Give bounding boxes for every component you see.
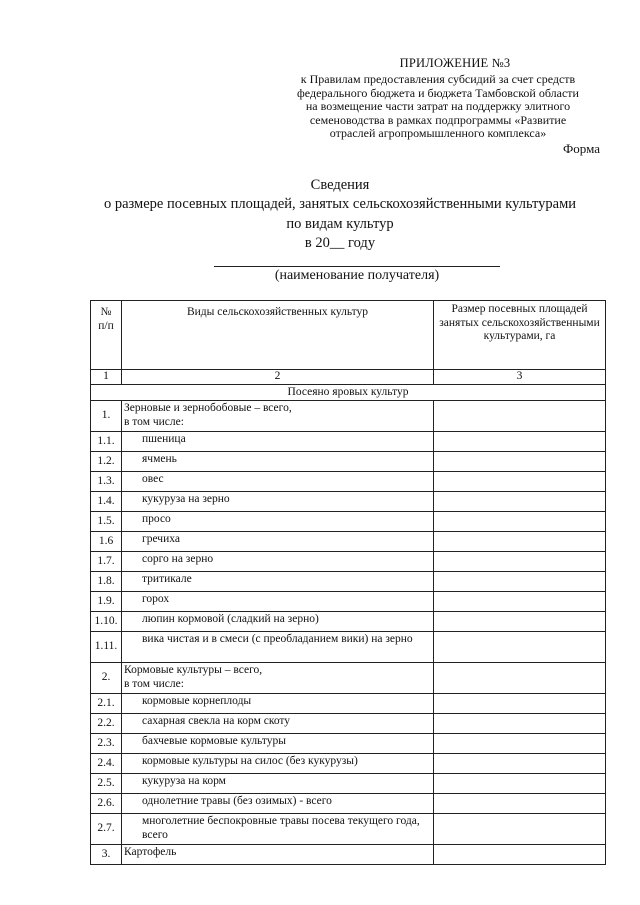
crop-name: ячмень bbox=[122, 452, 434, 472]
row-number: 1.5. bbox=[91, 512, 122, 532]
crop-name: кормовые культуры на силос (без кукурузы) bbox=[122, 754, 434, 774]
row-number: 2.2. bbox=[91, 714, 122, 734]
row-number: 3. bbox=[91, 845, 122, 865]
crop-name: овес bbox=[122, 472, 434, 492]
crop-name: вика чистая и в смеси (с преобладанием вики) на зерно bbox=[122, 632, 434, 663]
row-number: 2.4. bbox=[91, 754, 122, 774]
table-row bbox=[91, 794, 606, 814]
recipient-caption: (наименование получателя) bbox=[274, 268, 440, 283]
document-subtitle: о размере посевных площадей, занятых сельскохозяйственными культурами bbox=[103, 196, 577, 212]
crop-name: кукуруза на корм bbox=[122, 774, 434, 794]
table-row bbox=[91, 774, 606, 794]
col-header-number bbox=[91, 301, 122, 370]
area-input-cell[interactable] bbox=[434, 794, 606, 814]
area-input-cell[interactable] bbox=[434, 592, 606, 612]
area-input-cell[interactable] bbox=[434, 694, 606, 714]
document-subtitle-2: по видам культур bbox=[286, 216, 394, 232]
table-row bbox=[91, 845, 606, 865]
table-row bbox=[91, 814, 606, 845]
area-input-cell[interactable] bbox=[434, 632, 606, 663]
row-number: 1.7. bbox=[91, 552, 122, 572]
crop-name: сорго на зерно bbox=[122, 552, 434, 572]
table-row bbox=[91, 734, 606, 754]
area-input-cell[interactable] bbox=[434, 774, 606, 794]
crop-name: Картофель bbox=[122, 845, 434, 865]
crop-area-table bbox=[90, 300, 606, 865]
rules-reference bbox=[268, 73, 608, 141]
row-number: 2.1. bbox=[91, 694, 122, 714]
crop-name: гречиха bbox=[122, 532, 434, 552]
table-row bbox=[91, 754, 606, 774]
col-header-number-text: № п/п bbox=[98, 306, 114, 332]
area-input-cell[interactable] bbox=[434, 552, 606, 572]
row-number: 1.1. bbox=[91, 432, 122, 452]
area-input-cell[interactable] bbox=[434, 714, 606, 734]
area-input-cell[interactable] bbox=[434, 492, 606, 512]
area-input-cell[interactable] bbox=[434, 512, 606, 532]
crop-name: Кормовые культуры – всего, в том числе: bbox=[122, 663, 434, 694]
crop-name: однолетние травы (без озимых) - всего bbox=[122, 794, 434, 814]
row-number: 1. bbox=[91, 401, 122, 432]
row-number: 1.6 bbox=[91, 532, 122, 552]
crop-name: кормовые корнеплоды bbox=[122, 694, 434, 714]
table-row bbox=[91, 694, 606, 714]
row-number: 1.8. bbox=[91, 572, 122, 592]
area-input-cell[interactable] bbox=[434, 452, 606, 472]
area-input-cell[interactable] bbox=[434, 472, 606, 492]
row-number: 2.6. bbox=[91, 794, 122, 814]
row-number: 2.5. bbox=[91, 774, 122, 794]
row-number: 1.3. bbox=[91, 472, 122, 492]
row-number: 2.3. bbox=[91, 734, 122, 754]
row-number: 2. bbox=[91, 663, 122, 694]
row-number: 1.2. bbox=[91, 452, 122, 472]
rules-line: семеноводства в рамках подпрограммы «Развитие bbox=[309, 112, 567, 127]
area-input-cell[interactable] bbox=[434, 432, 606, 452]
crop-name: Зерновые и зернобобовые – всего, в том числе: bbox=[122, 401, 434, 432]
area-input-cell[interactable] bbox=[434, 572, 606, 592]
table-row bbox=[91, 512, 606, 532]
crop-name: люпин кормовой (сладкий на зерно) bbox=[122, 612, 434, 632]
col-header-crop: Виды сельскохозяйственных культур bbox=[122, 301, 434, 370]
table-row bbox=[91, 592, 606, 612]
table-row bbox=[91, 472, 606, 492]
crop-name: тритикале bbox=[122, 572, 434, 592]
col-index-2: 2 bbox=[122, 370, 434, 385]
table-row bbox=[91, 572, 606, 592]
section-spring-crops: Посеяно яровых культур bbox=[91, 384, 606, 401]
area-input-cell[interactable] bbox=[434, 532, 606, 552]
rules-line: федерального бюджета и бюджета Тамбовской области bbox=[297, 85, 579, 100]
table-row bbox=[91, 612, 606, 632]
table-row bbox=[91, 432, 606, 452]
col-header-area: Размер посевных площадей занятых сельскохозяйственными культурами, га bbox=[434, 301, 606, 370]
table-row bbox=[91, 552, 606, 572]
crop-name: кукуруза на зерно bbox=[122, 492, 434, 512]
crop-name: многолетние беспокровные травы посева текущего года, всего bbox=[122, 814, 434, 845]
col-index-1: 1 bbox=[91, 370, 122, 385]
crop-name: сахарная свекла на корм скоту bbox=[122, 714, 434, 734]
form-label: Форма bbox=[563, 141, 600, 156]
table-row bbox=[91, 452, 606, 472]
crop-name: просо bbox=[122, 512, 434, 532]
document-year: в 20__ году bbox=[304, 235, 376, 251]
rules-line: к Правилам предоставления субсидий за счет средств bbox=[300, 72, 576, 86]
row-number: 2.7. bbox=[91, 814, 122, 845]
row-number: 1.9. bbox=[91, 592, 122, 612]
document-title: Сведения bbox=[310, 177, 370, 193]
col-index-3: 3 bbox=[434, 370, 606, 385]
rules-line: отраслей агропромышленного комплекса» bbox=[329, 126, 547, 141]
area-input-cell[interactable] bbox=[434, 814, 606, 845]
table-row bbox=[91, 632, 606, 663]
area-input-cell[interactable] bbox=[434, 401, 606, 432]
crop-name: пшеница bbox=[122, 432, 434, 452]
area-input-cell[interactable] bbox=[434, 663, 606, 694]
table-row bbox=[91, 532, 606, 552]
recipient-field-line[interactable] bbox=[214, 266, 500, 267]
area-input-cell[interactable] bbox=[434, 612, 606, 632]
row-number: 1.4. bbox=[91, 492, 122, 512]
area-input-cell[interactable] bbox=[434, 754, 606, 774]
area-input-cell[interactable] bbox=[434, 734, 606, 754]
area-input-cell[interactable] bbox=[434, 845, 606, 865]
crop-name: горох bbox=[122, 592, 434, 612]
table-row bbox=[91, 714, 606, 734]
crop-name: бахчевые кормовые культуры bbox=[122, 734, 434, 754]
rules-line: на возмещение части затрат на поддержку элитного bbox=[305, 99, 571, 114]
appendix-heading: ПРИЛОЖЕНИЕ №3 bbox=[399, 56, 511, 70]
row-number: 1.10. bbox=[91, 612, 122, 632]
table-row bbox=[91, 663, 606, 694]
table-row bbox=[91, 492, 606, 512]
row-number: 1.11. bbox=[91, 632, 122, 663]
table-row bbox=[91, 401, 606, 432]
